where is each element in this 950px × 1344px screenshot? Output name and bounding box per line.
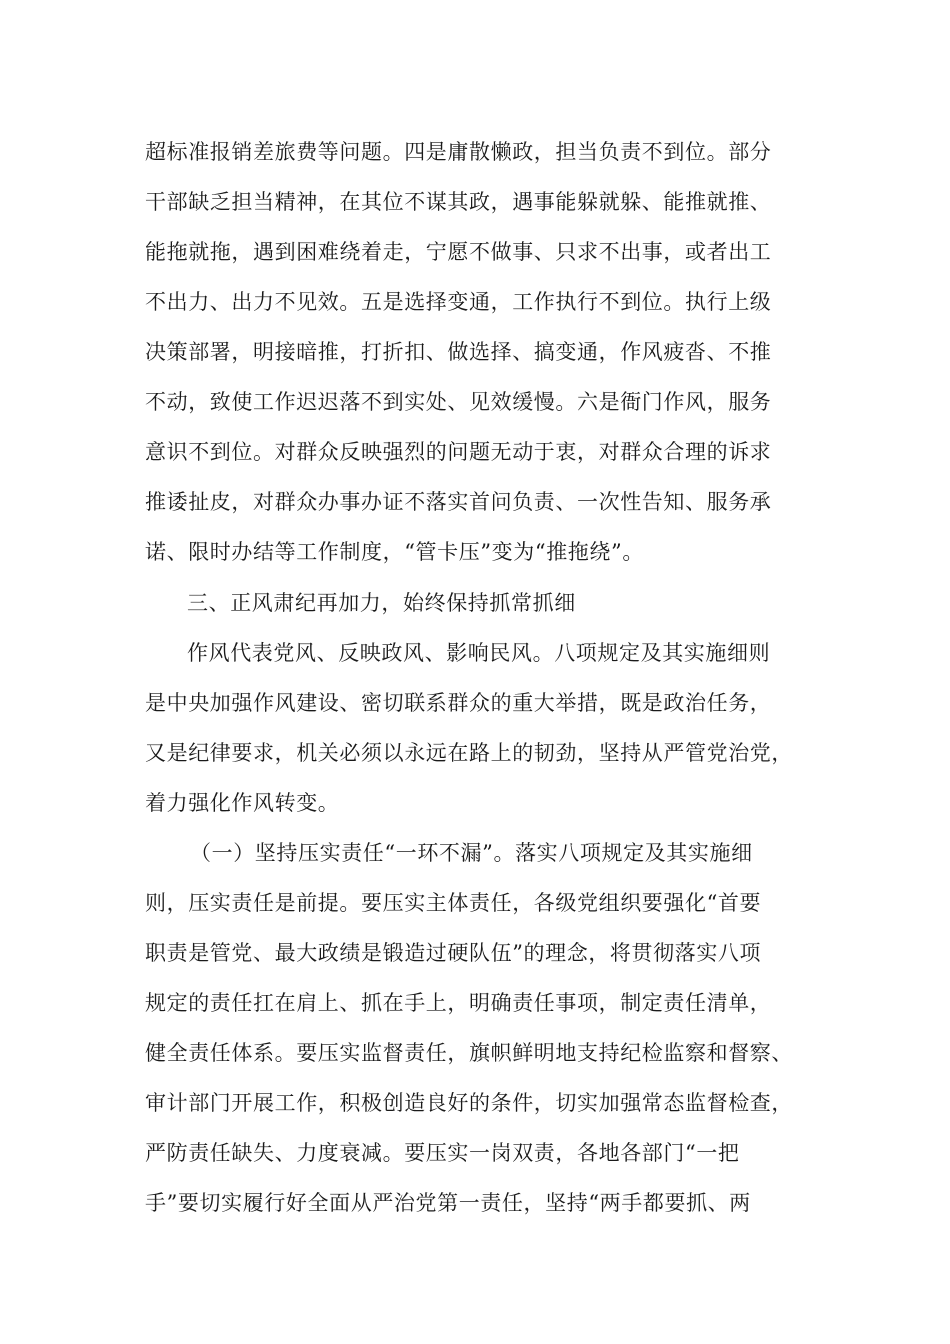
text-line: 不动，致使工作迟迟落不到实处、见效缓慢。六是衙门作风，服务 — [145, 390, 772, 414]
text-line: 又是纪律要求，机关必须以永远在路上的韧劲，坚持从严管党治党， — [145, 741, 793, 765]
text-line: 严防责任缺失、力度衰减。要压实一岗双责，各地各部门“一把 — [145, 1141, 740, 1165]
text-line: 是中央加强作风建设、密切联系群众的重大举措，既是政治任务， — [145, 691, 772, 715]
section-heading: 三、正风肃纪再加力，始终保持抓常抓细 — [187, 591, 576, 615]
text-line: 规定的责任扛在肩上、抓在手上，明确责任事项，制定责任清单， — [145, 991, 772, 1015]
text-line: 职责是管党、最大政绩是锻造过硬队伍”的理念，将贯彻落实八项 — [145, 941, 762, 965]
text-line: 健全责任体系。要压实监督责任，旗帜鲜明地支持纪检监察和督察、 — [145, 1041, 793, 1065]
text-line: 决策部署，明接暗推，打折扣、做选择、搞变通，作风疲沓、不推 — [145, 340, 772, 364]
text-line: 手”要切实履行好全面从严治党第一责任，坚持“两手都要抓、两 — [145, 1191, 751, 1215]
text-line: 作风代表党风、反映政风、影响民风。八项规定及其实施细则 — [187, 641, 771, 665]
text-line: 能拖就拖，遇到困难绕着走，宁愿不做事、只求不出事，或者出工 — [145, 240, 772, 264]
text-line: 诺、限时办结等工作制度，“管卡压”变为“推拖绕”。 — [145, 540, 644, 564]
text-line: 意识不到位。对群众反映强烈的问题无动于衷，对群众合理的诉求 — [145, 440, 772, 464]
text-line: 审计部门开展工作，积极创造良好的条件，切实加强常态监督检查， — [145, 1091, 793, 1115]
text-line: 不出力、出力不见效。五是选择变通，工作执行不到位。执行上级 — [145, 290, 772, 314]
text-line: 则，压实责任是前提。要压实主体责任，各级党组织要强化“首要 — [145, 891, 762, 915]
text-line: 超标准报销差旅费等问题。四是庸散懒政，担当负责不到位。部分 — [145, 140, 772, 164]
text-line: 着力强化作风转变。 — [145, 791, 340, 815]
text-line: 推诿扯皮，对群众办事办证不落实首问负责、一次性告知、服务承 — [145, 490, 772, 514]
subsection-line: （一）坚持压实责任“一环不漏”。落实八项规定及其实施细 — [190, 841, 753, 865]
text-line: 干部缺乏担当精神，在其位不谋其政，遇事能躲就躲、能推就推、 — [145, 190, 772, 214]
